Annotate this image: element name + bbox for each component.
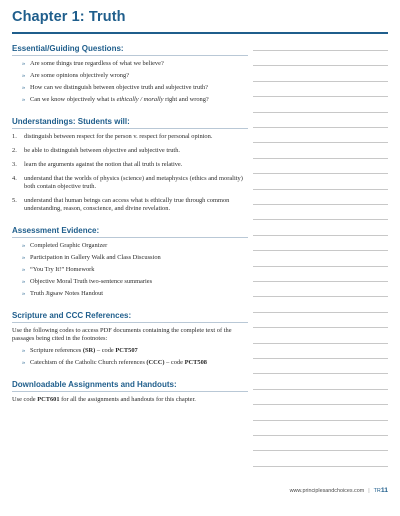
note-line [253,466,388,467]
list-item: » Completed Graphic Organizer [22,242,108,249]
list-item: » How can we distinguish between objective truth and subjective truth? [22,84,209,91]
list-item: » Truth Jigsaw Notes Handout [22,290,104,297]
bullet-icon: » [22,358,26,366]
footer-url: www.principlesandchoices.com [289,488,365,494]
bullet-icon: » [22,84,26,91]
note-line [253,65,388,66]
note-line [253,173,388,174]
list-item: 3. learn the arguments against the notion that all truth is relative. [12,161,183,168]
note-line [253,235,388,236]
italic-term: ethically / morally [116,96,164,103]
note-line [253,219,388,220]
chapter-title: Chapter 1: Truth [12,9,126,25]
list-item: » Are some things true regardless of what we believe? [22,60,164,67]
note-line [253,435,388,436]
list-item: » “You Try It!” Homework [22,266,95,273]
list-item: 4. understand that the worlds of physics (science) and metaphysics (ethics and morality) both contain objective truth. [12,175,243,190]
note-line [253,312,388,313]
title-rule [12,32,388,34]
list-item: » Objective Moral Truth two-sentence summaries [22,278,153,285]
footer-section-label: TR [373,488,381,494]
note-line [253,373,388,374]
list-item: » Scripture references (SR) – code PCT507 [22,346,138,354]
note-line [253,189,388,190]
list-item: » Catechism of the Catholic Church references (CCC) – code PCT508 [22,358,207,366]
footer-separator: | [368,488,370,494]
item-number: 4. [12,175,17,182]
bullet-icon: » [22,72,26,79]
list-item: 1. distinguish between respect for the person v. respect for personal opinion. [12,133,213,140]
bullet-icon: » [22,60,26,67]
item-number: 5. [12,197,17,204]
list-item: » Are some opinions objectively wrong? [22,72,130,79]
bullet-icon: » [22,278,26,285]
note-line [253,343,388,344]
item-number: 1. [12,133,17,140]
note-line [253,327,388,328]
note-line [253,358,388,359]
note-line [253,50,388,51]
note-line [253,450,388,451]
main-content [12,44,248,417]
page-footer [290,487,388,494]
note-line [253,127,388,128]
abbreviation: (CCC) [146,358,165,366]
access-code: PCT601 [37,395,60,403]
bullet-icon: » [22,290,26,297]
section-heading: Downloadable Assignments and Handouts: [12,380,248,392]
note-line [253,96,388,97]
section-heading: Essential/Guiding Questions: [12,44,248,56]
note-line [253,158,388,159]
understandings-list [12,133,248,213]
note-line [253,281,388,282]
assessment-list [12,242,248,298]
section-assessment-evidence [12,226,248,298]
scripture-intro-text: Use the following codes to access PDF documents containing the complete text of the passages being cited in the footnotes: [12,327,232,343]
access-code: PCT508 [184,358,207,366]
list-item: » Can we know objectively what is ethically / morally right and wrong? [22,96,209,103]
bullet-icon: » [22,96,26,103]
note-line [253,142,388,143]
access-code: PCT507 [115,346,138,354]
downloads-text: Use code PCT601 for all the assignments and handouts for this chapter. [12,395,196,403]
note-line [253,420,388,421]
item-number: 2. [12,147,17,154]
reference-codes-list [12,347,248,367]
bullet-icon: » [22,346,26,354]
bullet-icon: » [22,266,26,273]
note-line [253,81,388,82]
list-item: 5. understand that human beings can access what is ethically true through common understanding, reason, conscience, and divine revelation. [12,197,230,212]
section-heading: Understandings: Students will: [12,117,248,129]
section-heading: Assessment Evidence: [12,226,248,238]
note-line [253,266,388,267]
note-line [253,112,388,113]
essential-questions-list [12,60,248,104]
list-item: 2. be able to distinguish between objective and subjective truth. [12,147,180,154]
section-scripture-references [12,311,248,367]
section-heading: Scripture and CCC References: [12,311,248,323]
note-line [253,296,388,297]
note-line [253,389,388,390]
section-essential-questions [12,44,248,104]
note-line [253,250,388,251]
page-number: 11 [380,487,388,494]
abbreviation: (SR) [82,346,96,354]
item-number: 3. [12,161,17,168]
bullet-icon: » [22,254,26,261]
note-line [253,404,388,405]
section-understandings [12,117,248,213]
section-downloadable-assignments [12,380,248,404]
list-item: » Participation in Gallery Walk and Class Discussion [22,254,161,261]
notes-lines-column [253,44,388,476]
note-line [253,204,388,205]
bullet-icon: » [22,242,26,249]
